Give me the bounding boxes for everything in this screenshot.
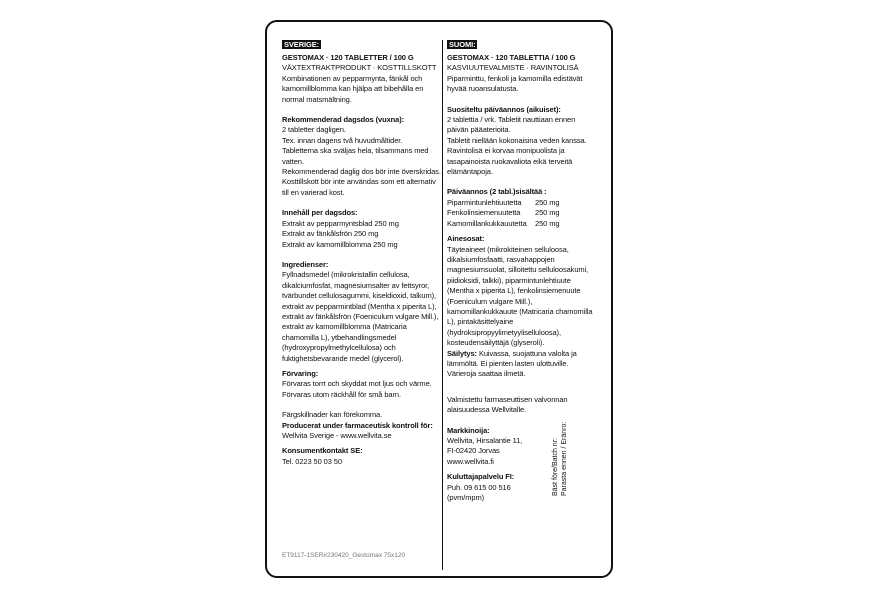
manufactured-note: Valmistettu farmaseuttisen valvonnan alaisuudessa Wellvitalle. [447,394,568,415]
storage-label: Säilytys: [447,348,477,358]
consumer-line: Puh. 09 615 00 516 [447,482,511,492]
storage-body: Kuivassa, suojattuna valolta ja lämmöltä. Ei pienten lasten ulottuville. Värieroja saattaa ilmetä. [447,348,577,379]
product-label [265,20,613,578]
marketer-line: Wellvita, Hirsalantie 11, [447,436,523,445]
column-divider [442,40,443,570]
dose-line: Tex. innan dagens två huvudmåltider. [282,135,403,145]
color-note: Färgskillnader kan förekomma. [282,410,383,420]
dose-line: Tabletit niellään kokonaisina veden kanssa. [447,135,587,145]
country-tag-finland: SUOMI: [449,40,476,49]
country-tag-sweden: SVERIGE: [284,40,320,49]
intro-text: Kombinationen av pepparmynta, fänkål och kamomillblomma kan hjälpa att bibehålla en normal matsmältning. [282,73,424,104]
swedish-column [282,40,442,467]
content-heading: Innehåll per dagsdos: [282,208,358,218]
marketer-heading: Markkinoija: [447,425,490,435]
best-before-label-fi: Parasta ennen / Eränro: [561,421,568,496]
finnish-column [447,40,597,503]
daily-dose-heading: Päiväannos (2 tabl.)sisältää : [447,187,547,197]
consumer-heading: Kuluttajapalvelu FI: [447,472,515,482]
best-before-label-sv: Bäst före/Batch nr: [552,438,559,496]
storage-text [447,349,597,380]
producer-text: Wellvita Sverige - www.wellvita.se [282,431,392,440]
footer-code: ET9117-1SER#230420_Gestomax 75x120 [282,552,406,559]
product-type: VÄXTEXTRAKTPRODUKT · KOSTTILLSKOTT [282,63,437,73]
dose-heading: Suositeltu päiväannos (aikuiset): [447,104,561,114]
dose-line: 2 tabletter dagligen. [282,125,346,135]
daily-dose-row [447,219,597,229]
dose-line: 2 tablettia / vrk. Tabletit nauttiaan ennen päivän pääaterioita. [447,115,576,135]
daily-dose-amount: 250 mg [535,208,560,218]
marketer-line: www.wellvita.fi [447,456,494,466]
storage-line: Förvaras torrt och skyddat mot ljus och värme. [282,379,432,389]
daily-dose-name: Piparmintunlehtiuutetta [447,197,522,207]
content-line: Extrakt av kamomillblomma 250 mg [282,239,398,249]
storage-heading: Förvaring: [282,368,319,378]
dose-heading: Rekommenderad dagsdos (vuxna): [282,115,405,125]
producer-heading: Producerat under farmaceutisk kontroll för: [282,420,433,430]
storage-line: Förvaras utom räckhåll för små barn. [282,389,401,399]
consumer-line: (pvm/mpm) [447,493,485,503]
content-line: Extrakt av pepparmyntsblad 250 mg [282,218,399,228]
dose-line: Ravintolisä ei korvaa monipuolista ja tasapainoista ruokavaliota eikä terveitä elämäntapoja. [447,146,573,177]
product-title: GESTOMAX · 120 TABLETTER / 100 G [282,53,414,62]
daily-dose-name: Kamomillankukkauutetta [447,218,527,228]
daily-dose-amount: 250 mg [535,197,560,207]
dose-line: Kosttillskott bör inte användas som ett alternativ till en varierad kost. [282,177,436,197]
dose-line: Rekommenderad daglig dos bör inte överskridas. [282,167,441,177]
daily-dose-row [447,208,597,218]
contact-text: Tel. 0223 50 03 50 [282,456,342,466]
ingredients-text: Täyteaineet (mikrokiteinen selluloosa, dikalsiumfosfaatti, rasvahappojen magnesiumsuolat, silloitettu selluloosakumi, piidioksidi, talkki), piparmintunlehtiuute (Mentha x piperita L), fenkolinsiemenuute (Foeniculum vulgare Mill.), kamomillankukkauute (Matricaria chamomilla L), pintakäsittelyaine (hydroksipropyylimetyyliselluloosa), kosteudensäilyttäjä (glyseroli). [447,244,593,348]
daily-dose-name: Fenkolinsiemenuutetta [447,208,521,218]
ingredients-text: Fyllnadsmedel (mikrokristallin cellulosa, dikalciumfosfat, magnesiumsalter av fettsyror, tvärbundet cellulosagummi, kiseldioxid, talkum), extrakt av pepparmintblad (Mentha x piperita L), extrakt av fänkålsfrön (Foeniculum vulgare Mill.), extrakt av kamomillblomma (Matricaria chamomilla L), ytbehandlingsmedel (hydroxypropylmethylcellulosa) och fuktighetsbevarande medel (glycerol). [282,270,439,363]
ingredients-heading: Ainesosat: [447,234,485,244]
daily-dose-row [447,198,597,208]
contact-heading: Konsumentkontakt SE: [282,446,363,456]
dose-line: Tabletterna ska sväljas hela, tilsammans med vatten. [282,146,429,166]
intro-text: Piparminttu, fenkoli ja kamomilla edistävät hyvää ruoansulatusta. [447,73,583,94]
product-type: KASVIUUTEVALMISTE · RAVINTOLISÄ [447,63,579,73]
content-line: Extrakt av fänkålsfrön 250 mg [282,229,379,239]
marketer-line: FI-02420 Jorvas [447,446,500,456]
product-title: GESTOMAX · 120 TABLETTIA / 100 G [447,53,576,62]
daily-dose-amount: 250 mg [535,218,560,228]
ingredients-heading: Ingredienser: [282,259,329,269]
